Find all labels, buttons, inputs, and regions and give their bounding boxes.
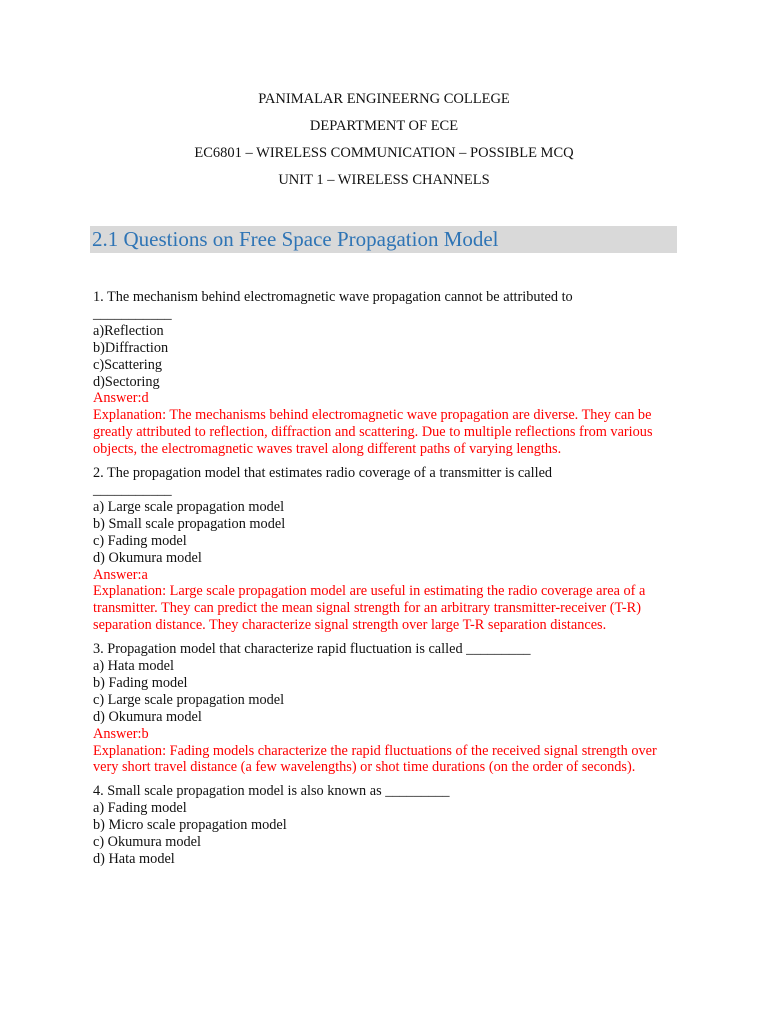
option-a: a) Hata model [93, 658, 174, 675]
question-item [93, 783, 673, 868]
question-item [93, 641, 673, 776]
option-d: d)Sectoring [93, 373, 160, 390]
question-text: 1. The mechanism behind electromagnetic wave propagation cannot be attributed to [93, 289, 573, 305]
option-c: c) Large scale propagation model [93, 691, 285, 708]
option-b: b) Micro scale propagation model [93, 817, 287, 834]
question-item [93, 465, 673, 634]
answer-blank: ___________ [93, 481, 172, 498]
option-c: c) Fading model [93, 532, 187, 549]
question-text: 4. Small scale propagation model is also known as _________ [93, 783, 450, 800]
question-item [93, 289, 673, 458]
answer-blank: ___________ [93, 305, 172, 322]
college-name: PANIMALAR ENGINEERNG COLLEGE [258, 91, 510, 107]
answer-explanation: Explanation: Fading models characterize the rapid fluctuations of the received signal strength over very short travel distance (a few wavelengths) or shot time durations (on the order of seconds). [93, 742, 657, 776]
option-a: a) Fading model [93, 800, 187, 817]
option-c: c)Scattering [93, 356, 163, 373]
answer-key: Answer:d [93, 390, 149, 407]
option-b: b) Small scale propagation model [93, 515, 286, 532]
option-d: d) Okumura model [93, 549, 202, 566]
option-b: b) Fading model [93, 674, 188, 691]
option-c: c) Okumura model [93, 834, 201, 851]
question-text: 2. The propagation model that estimates radio coverage of a transmitter is called [93, 465, 553, 482]
answer-explanation: Explanation: Large scale propagation model are useful in estimating the radio coverage area of a transmitter. They can predict the mean signal strength for an arbitrary transmitter-receiver (T-R) separation distance. They characterize signal strength over large T-R separation distances. [93, 583, 646, 634]
option-d: d) Hata model [93, 851, 175, 867]
option-d: d) Okumura model [93, 708, 202, 725]
document-header [0, 86, 768, 194]
course-title: EC6801 – WIRELESS COMMUNICATION – POSSIBLE MCQ [194, 145, 574, 161]
question-text: 3. Propagation model that characterize rapid fluctuation is called _________ [93, 641, 531, 658]
answer-explanation: Explanation: The mechanisms behind electromagnetic wave propagation are diverse. They can be greatly attributed to reflection, diffraction and scattering. Due to multiple reflections from various objects, the electromagnetic waves travel along different paths of varying lengths. [93, 407, 653, 458]
option-b: b)Diffraction [93, 339, 169, 356]
answer-key: Answer:b [93, 725, 149, 742]
answer-key: Answer:a [93, 566, 148, 583]
option-a: a) Large scale propagation model [93, 498, 285, 515]
unit-title: UNIT 1 – WIRELESS CHANNELS [278, 172, 490, 188]
option-a: a)Reflection [93, 322, 164, 339]
question-list [93, 289, 673, 875]
department-name: DEPARTMENT OF ECE [309, 118, 459, 134]
section-heading: 2.1 Questions on Free Space Propagation Model [90, 226, 677, 253]
